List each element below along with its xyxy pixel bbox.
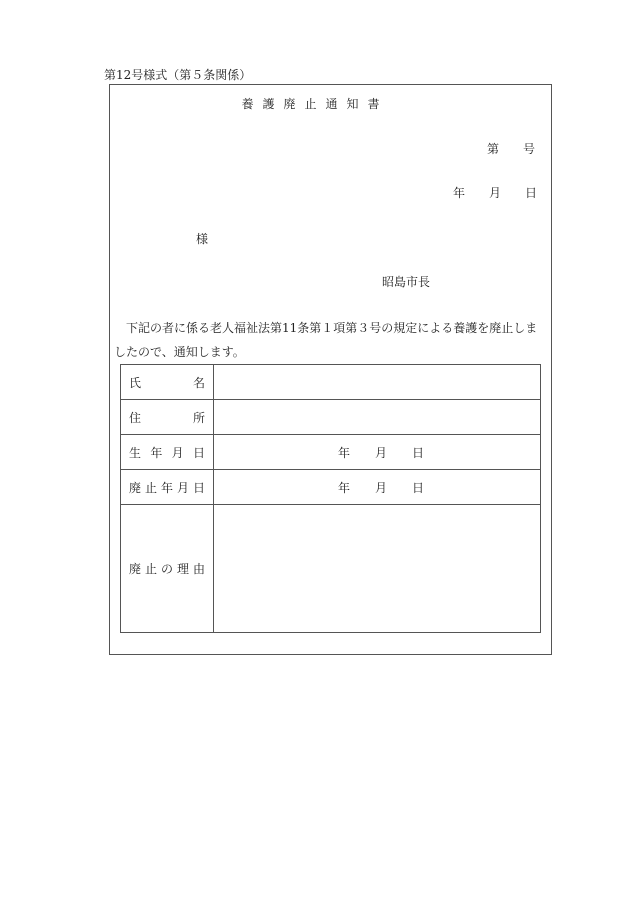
table-row-birthdate — [121, 435, 541, 470]
form-number-label: 第12号様式（第５条関係） — [104, 68, 252, 82]
issue-year: 年 — [453, 186, 466, 200]
value-name[interactable] — [214, 365, 541, 400]
recipient-suffix: 様 — [196, 232, 209, 246]
notice-body: 下記の者に係る老人福祉法第11条第１項第３号の規定による養護を廃止しましたので、通知します。 — [114, 321, 538, 359]
label-abolition-date: 廃 止 年 月 日 — [121, 470, 214, 505]
info-table — [120, 364, 541, 633]
table-row-name — [121, 365, 541, 400]
number-dai: 第 — [487, 142, 500, 156]
table-row-reason — [121, 505, 541, 633]
issue-date-line — [453, 184, 537, 201]
issue-day: 日 — [525, 186, 538, 200]
label-birthdate: 生 年 月 日 — [121, 435, 214, 470]
number-gou: 号 — [523, 142, 536, 156]
value-address[interactable] — [214, 400, 541, 435]
document-title: 養護廃止通知書 — [241, 97, 389, 111]
value-birthdate[interactable]: 年 月 日 — [214, 435, 541, 470]
document-number-line — [487, 140, 535, 157]
value-reason[interactable] — [214, 505, 541, 633]
table-row-abolition-date — [121, 470, 541, 505]
value-abolition-date[interactable]: 年 月 日 — [214, 470, 541, 505]
issue-month: 月 — [489, 186, 502, 200]
label-name: 氏 名 — [121, 365, 214, 400]
label-address: 住 所 — [121, 400, 214, 435]
table-row-address — [121, 400, 541, 435]
label-reason: 廃 止 の 理 由 — [121, 505, 214, 633]
issuer-name: 昭島市長 — [382, 275, 431, 289]
